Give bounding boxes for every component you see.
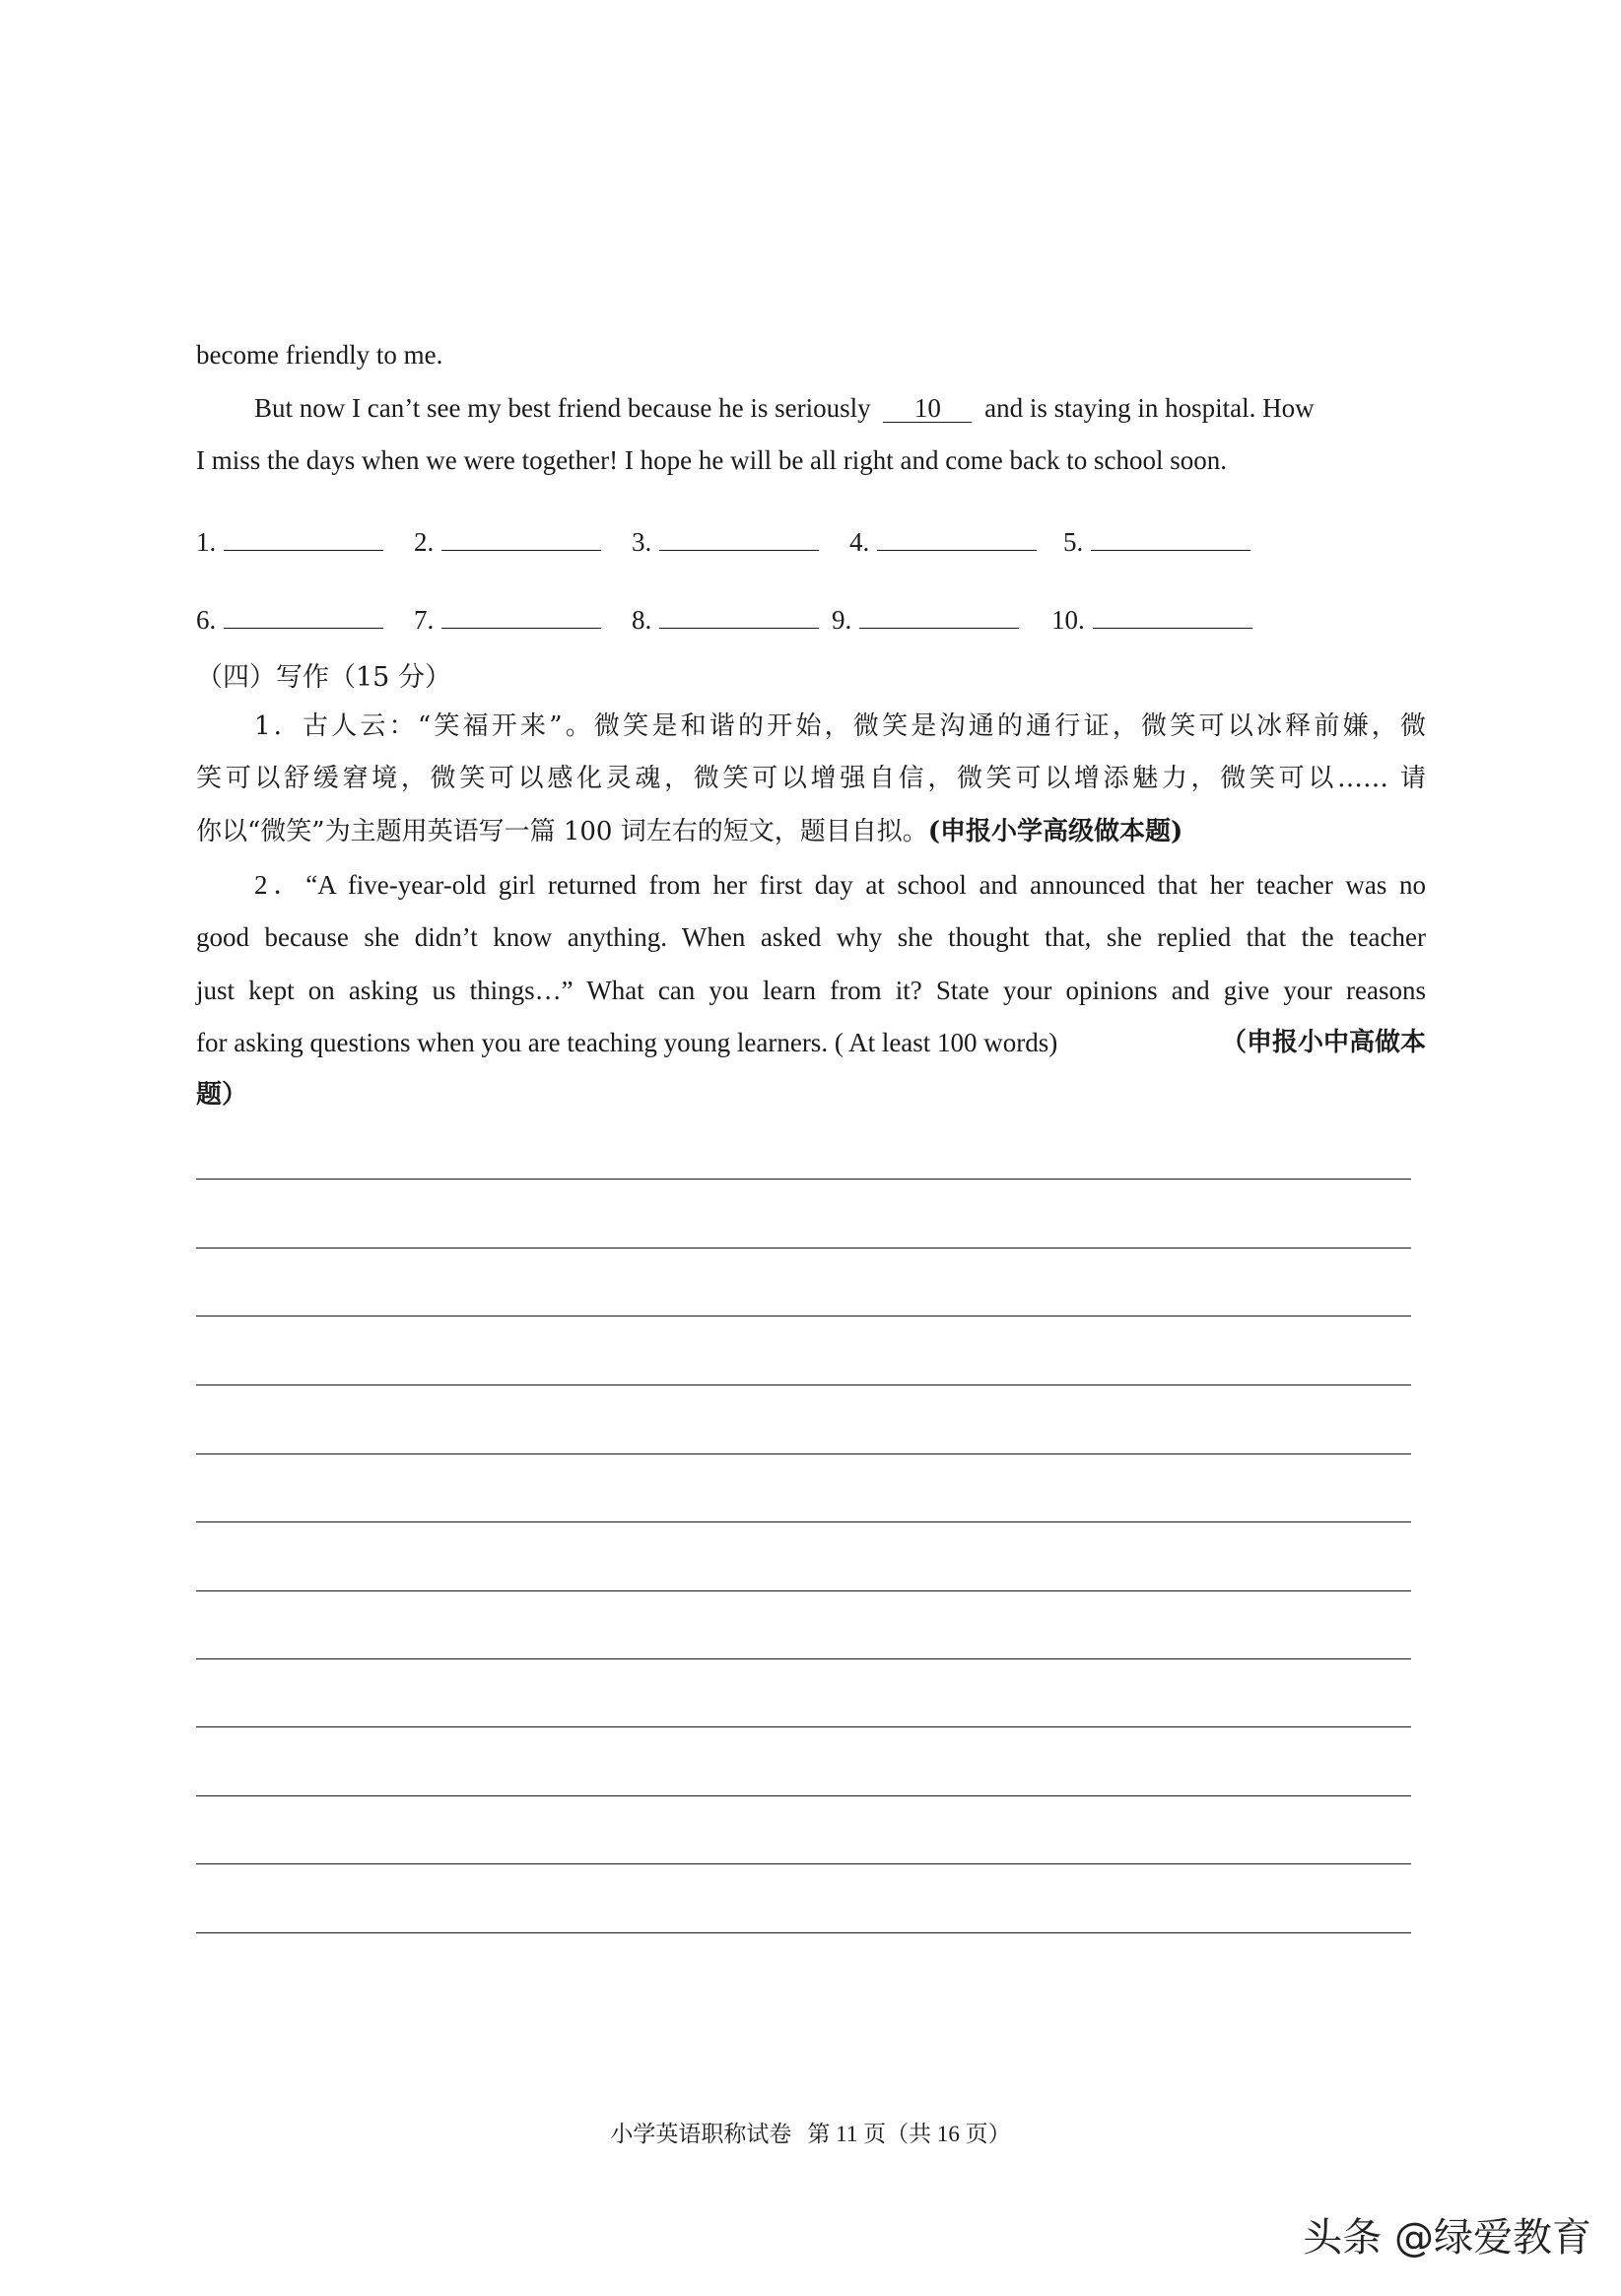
- answer-item-3[interactable]: 3.: [632, 524, 819, 560]
- writing-line[interactable]: [196, 1658, 1411, 1659]
- q1-applicant-note: (申报小学高级做本题): [927, 817, 1183, 846]
- answer-blank[interactable]: [1093, 602, 1252, 629]
- q1-line-3: [196, 814, 1426, 849]
- answer-blank[interactable]: [224, 524, 383, 551]
- answer-item-5[interactable]: 5.: [1063, 524, 1250, 560]
- passage-line-2: [254, 390, 1426, 426]
- answer-blank[interactable]: [441, 524, 601, 551]
- answer-item-8[interactable]: 8.: [632, 602, 819, 638]
- answer-row-1: [196, 524, 1280, 564]
- blank-10-inline: 10: [883, 394, 972, 423]
- passage-line-1: become friendly to me.: [196, 340, 443, 370]
- watermark: 头条 @绿爱教育: [1303, 2215, 1591, 2261]
- writing-line[interactable]: [196, 1384, 1411, 1385]
- answer-blank[interactable]: [877, 524, 1037, 551]
- answer-blank[interactable]: [659, 524, 819, 551]
- answer-item-9[interactable]: 9.: [832, 602, 1019, 638]
- q2-line-4-text: for asking questions when you are teaching young learners. ( At least 100 words): [196, 1028, 1058, 1057]
- q2-line-3: just kept on asking us things…” What can you learn from it? State your opinions and give your reasons: [196, 976, 1426, 1005]
- answer-item-6[interactable]: 6.: [196, 602, 383, 638]
- q1-line-3-text: 你以“微笑”为主题用英语写一篇 100 词左右的短文，题目自拟。: [196, 817, 928, 846]
- passage-line-2-text: But now I can’t see my best friend because he is seriously: [254, 393, 871, 423]
- q2-line-1: 2．“A five-year-old girl returned from her first day at school and announced that her teacher was no: [254, 870, 1426, 900]
- writing-line[interactable]: [196, 1521, 1411, 1522]
- page-footer: [0, 2119, 1621, 2150]
- passage-line-2-end: and is staying in hospital. How: [984, 393, 1315, 423]
- q1-line-2: 笑可以舒缓窘境，微笑可以感化灵魂，微笑可以增强自信，微笑可以增添魅力，微笑可以…… 请: [196, 764, 1426, 793]
- answer-blank[interactable]: [659, 602, 819, 629]
- answer-item-1[interactable]: 1.: [196, 524, 383, 560]
- answer-item-2[interactable]: 2.: [414, 524, 601, 560]
- q2-applicant-note: （申报小中高做本: [1220, 1028, 1426, 1057]
- answer-item-4[interactable]: 4.: [849, 524, 1037, 560]
- answer-blank[interactable]: [441, 602, 601, 629]
- writing-line[interactable]: [196, 1795, 1411, 1796]
- writing-line[interactable]: [196, 1590, 1411, 1591]
- writing-line[interactable]: [196, 1932, 1411, 1933]
- answer-item-7[interactable]: 7.: [414, 602, 601, 638]
- writing-line[interactable]: [196, 1726, 1411, 1727]
- q2-applicant-note-end: 题）: [196, 1080, 248, 1110]
- footer-page-info: 第 11 页（共 16 页）: [807, 2122, 1011, 2146]
- writing-line[interactable]: [196, 1453, 1411, 1454]
- footer-exam-title: 小学英语职称试卷: [610, 2122, 792, 2146]
- q1-line-1: 1．古人云：“笑福开来”。微笑是和谐的开始，微笑是沟通的通行证，微笑可以冰释前嫌，微: [254, 711, 1426, 741]
- writing-line[interactable]: [196, 1863, 1411, 1864]
- answer-item-10[interactable]: 10.: [1051, 602, 1252, 638]
- writing-line[interactable]: [196, 1179, 1411, 1180]
- section-heading: （四）写作（15 分）: [196, 662, 451, 693]
- passage-line-3: I miss the days when we were together! I hope he will be all right and come back to school soon.: [196, 445, 1227, 475]
- answer-row-2: [196, 602, 1280, 642]
- answer-blank[interactable]: [859, 602, 1019, 629]
- writing-line[interactable]: [196, 1248, 1411, 1249]
- answer-blank[interactable]: [224, 602, 383, 629]
- q2-line-2: good because she didn’t know anything. When asked why she thought that, she replied that the teacher: [196, 922, 1426, 952]
- answer-blank[interactable]: [1091, 524, 1250, 551]
- writing-line[interactable]: [196, 1316, 1411, 1317]
- q2-line-4: [196, 1025, 1426, 1060]
